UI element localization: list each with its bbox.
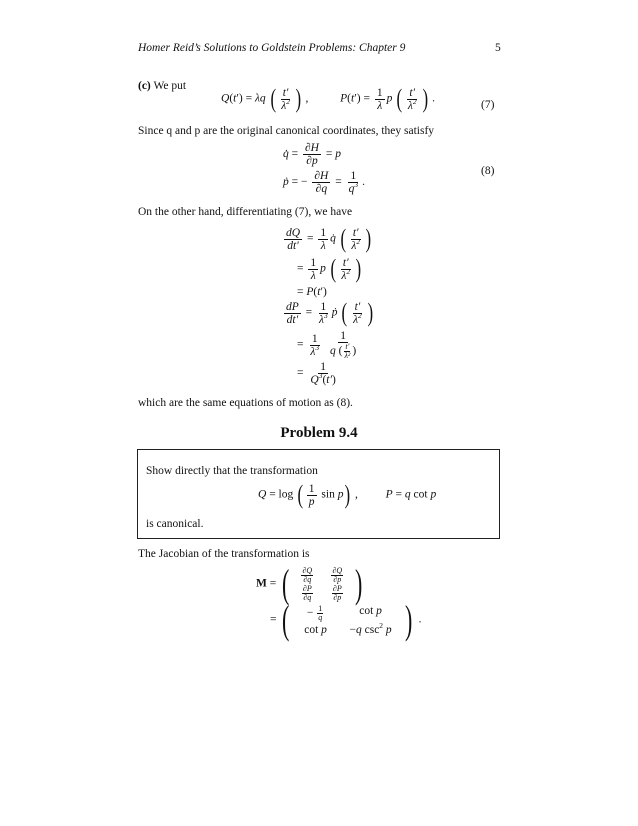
equation-8-qdot: q̇ = $\frac{\partial H}{\partial p}$ = p <box>283 142 341 167</box>
part-c-intro <box>138 80 186 92</box>
equation-7: Q(t′) = λq ( $\frac{t'}{\lambda^2}$ ) , P(t′) = $\frac{1}{\lambda}$ p ( $\frac{t'}{\lambda^2}$ ) . <box>221 84 436 113</box>
problem-conclusion: is canonical. <box>146 518 204 530</box>
transformation-equation: Q = log ( $\frac{1}{p}$ sin p) , P = q cot p <box>258 480 437 509</box>
running-header: Homer Reid’s Solutions to Goldstein Problems: Chapter 9 <box>138 42 406 54</box>
other-hand-paragraph: On the other hand, differentiating (7), we have <box>138 206 353 218</box>
derivation-dq-line2: = $\frac{1}{\lambda}$ p ( $\frac{t'}{\lambda^2}$ ) <box>297 254 362 283</box>
page-number: 5 <box>495 42 501 54</box>
problem-statement: Show directly that the transformation <box>146 465 318 477</box>
same-equations-paragraph: which are the same equations of motion as (8). <box>138 397 353 409</box>
derivation-dq-line1: $\frac{dQ}{dt'}$ = $\frac{1}{\lambda}$ q̇ ( $\frac{t'}{\lambda^2}$ ) <box>286 224 372 253</box>
part-label: (c) <box>138 80 151 92</box>
part-intro-text: We put <box>153 80 187 92</box>
jacobian-intro: The Jacobian of the transformation is <box>138 548 310 560</box>
derivation-dq-line3: = P(t′) <box>297 286 327 298</box>
derivation-dp-line2: = $\frac{1}{\lambda^3}$ 1 q ( $\frac{t'}{\text{λ²}}$ ) <box>297 330 357 360</box>
equation-number-8: (8) <box>481 165 495 177</box>
equation-number-7: (7) <box>481 99 495 111</box>
derivation-dp-line1: $\frac{dP}{dt'}$ = $\frac{1}{\lambda^3}$ ṗ ( $\frac{t'}{\lambda^2}$ ) <box>286 298 373 327</box>
derivation-dp-line3: = $\frac{1}{Q^3(t')}$ <box>297 361 336 386</box>
canonical-paragraph: Since q and p are the original canonical coordinates, they satisfy <box>138 125 435 137</box>
problem-title: Problem 9.4 <box>280 425 358 441</box>
jacobian-matrix-line1: M = ( ∂Q ∂q ∂Q ∂p ∂P ∂q ∂P ∂p ) <box>256 561 363 606</box>
equation-8-pdot: ṗ = − $\frac{\partial H}{\partial q}$ = $\frac{1}{q^3}$ . <box>283 170 365 195</box>
jacobian-matrix-line2: = ( − $\frac{1}{q}$ cot p cot p −q $\csc^2 p$ ) . <box>270 597 422 642</box>
